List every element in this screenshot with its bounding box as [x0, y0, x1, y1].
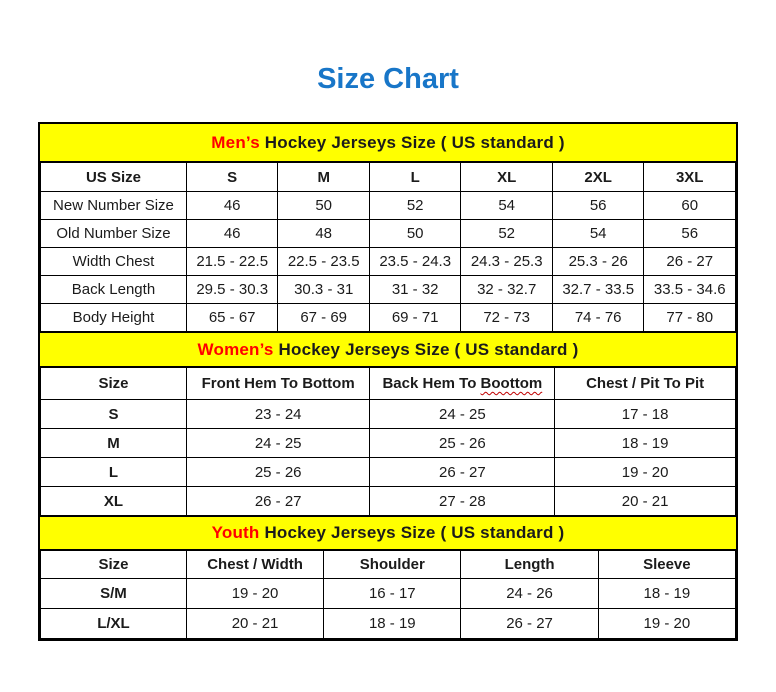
- column-header: Front Hem To Bottom: [186, 368, 369, 400]
- womens-size-table: [40, 367, 736, 516]
- size-value-cell: 18 - 19: [598, 579, 735, 609]
- column-header: L: [369, 163, 461, 192]
- size-value-cell: 24 - 26: [461, 579, 598, 609]
- size-value-cell: 69 - 71: [369, 304, 461, 332]
- size-value-cell: 19 - 20: [186, 579, 323, 609]
- youth-size-table: [40, 550, 736, 639]
- size-chart: [38, 122, 738, 641]
- size-value-cell: 52: [461, 220, 553, 248]
- size-value-cell: 60: [644, 192, 736, 220]
- size-value-cell: 20 - 21: [555, 487, 736, 516]
- table-row: [41, 400, 736, 429]
- size-value-cell: 72 - 73: [461, 304, 553, 332]
- row-label-cell: Back Length: [41, 276, 187, 304]
- misspelled-word: Boottom: [480, 375, 543, 392]
- column-header: Sleeve: [598, 551, 735, 579]
- size-value-cell: 33.5 - 34.6: [644, 276, 736, 304]
- size-value-cell: 32.7 - 33.5: [552, 276, 644, 304]
- size-value-cell: 56: [644, 220, 736, 248]
- size-value-cell: 56: [552, 192, 644, 220]
- size-value-cell: 25 - 26: [370, 429, 555, 458]
- size-value-cell: 26 - 27: [186, 487, 369, 516]
- table-row: [41, 163, 736, 192]
- column-header: Size: [41, 551, 187, 579]
- size-value-cell: 24.3 - 25.3: [461, 248, 553, 276]
- column-header: 2XL: [552, 163, 644, 192]
- youth-section-header: [40, 516, 736, 550]
- size-value-cell: 27 - 28: [370, 487, 555, 516]
- column-header: [370, 368, 555, 400]
- youth-header-highlight: Youth: [211, 523, 260, 542]
- size-value-cell: 30.3 - 31: [278, 276, 370, 304]
- size-value-cell: 46: [186, 192, 278, 220]
- row-label-cell: L: [41, 458, 187, 487]
- size-value-cell: 48: [278, 220, 370, 248]
- row-label-cell: Width Chest: [41, 248, 187, 276]
- table-row: [41, 551, 736, 579]
- page-title: Size Chart: [317, 63, 459, 95]
- size-value-cell: 77 - 80: [644, 304, 736, 332]
- size-value-cell: 19 - 20: [555, 458, 736, 487]
- size-value-cell: 54: [461, 192, 553, 220]
- table-row: [41, 220, 736, 248]
- column-header: M: [278, 163, 370, 192]
- table-row: [41, 368, 736, 400]
- size-value-cell: 31 - 32: [369, 276, 461, 304]
- size-value-cell: 20 - 21: [186, 609, 323, 639]
- size-value-cell: 29.5 - 30.3: [186, 276, 278, 304]
- youth-header-text: Hockey Jerseys Size ( US standard ): [264, 523, 565, 542]
- mens-header-highlight: Men’s: [211, 133, 260, 152]
- size-value-cell: 25 - 26: [186, 458, 369, 487]
- row-label-cell: Body Height: [41, 304, 187, 332]
- column-header: 3XL: [644, 163, 736, 192]
- size-value-cell: 24 - 25: [370, 400, 555, 429]
- table-row: [41, 276, 736, 304]
- table-row: [41, 192, 736, 220]
- size-value-cell: 22.5 - 23.5: [278, 248, 370, 276]
- column-header: S: [186, 163, 278, 192]
- womens-section-header: [40, 332, 736, 367]
- table-row: [41, 458, 736, 487]
- mens-header-text: Hockey Jerseys Size ( US standard ): [264, 133, 565, 152]
- column-header-text: Back Hem To: [382, 375, 477, 392]
- mens-size-table: [40, 162, 736, 332]
- size-value-cell: 18 - 19: [555, 429, 736, 458]
- row-label-cell: Old Number Size: [41, 220, 187, 248]
- womens-header-text: Hockey Jerseys Size ( US standard ): [278, 340, 579, 359]
- size-value-cell: 23.5 - 24.3: [369, 248, 461, 276]
- size-value-cell: 65 - 67: [186, 304, 278, 332]
- column-header: Chest / Pit To Pit: [555, 368, 736, 400]
- size-value-cell: 23 - 24: [186, 400, 369, 429]
- table-row: [41, 304, 736, 332]
- size-value-cell: 19 - 20: [598, 609, 735, 639]
- size-value-cell: 26 - 27: [644, 248, 736, 276]
- size-value-cell: 74 - 76: [552, 304, 644, 332]
- size-value-cell: 26 - 27: [370, 458, 555, 487]
- column-header: US Size: [41, 163, 187, 192]
- size-value-cell: 21.5 - 22.5: [186, 248, 278, 276]
- size-value-cell: 46: [186, 220, 278, 248]
- row-label-cell: S/M: [41, 579, 187, 609]
- table-row: [41, 487, 736, 516]
- row-label-cell: New Number Size: [41, 192, 187, 220]
- table-row: [41, 609, 736, 639]
- column-header: Shoulder: [324, 551, 461, 579]
- mens-section-header: [40, 124, 736, 162]
- column-header: Length: [461, 551, 598, 579]
- row-label-cell: XL: [41, 487, 187, 516]
- table-row: [41, 248, 736, 276]
- womens-header-highlight: Women’s: [197, 340, 274, 359]
- size-value-cell: 67 - 69: [278, 304, 370, 332]
- size-value-cell: 50: [278, 192, 370, 220]
- size-value-cell: 54: [552, 220, 644, 248]
- size-value-cell: 50: [369, 220, 461, 248]
- size-value-cell: 17 - 18: [555, 400, 736, 429]
- size-value-cell: 32 - 32.7: [461, 276, 553, 304]
- size-value-cell: 25.3 - 26: [552, 248, 644, 276]
- row-label-cell: M: [41, 429, 187, 458]
- size-value-cell: 18 - 19: [324, 609, 461, 639]
- table-row: [41, 429, 736, 458]
- column-header: Chest / Width: [186, 551, 323, 579]
- size-value-cell: 52: [369, 192, 461, 220]
- column-header: XL: [461, 163, 553, 192]
- size-value-cell: 16 - 17: [324, 579, 461, 609]
- table-row: [41, 579, 736, 609]
- row-label-cell: L/XL: [41, 609, 187, 639]
- column-header: Size: [41, 368, 187, 400]
- row-label-cell: S: [41, 400, 187, 429]
- size-value-cell: 24 - 25: [186, 429, 369, 458]
- size-value-cell: 26 - 27: [461, 609, 598, 639]
